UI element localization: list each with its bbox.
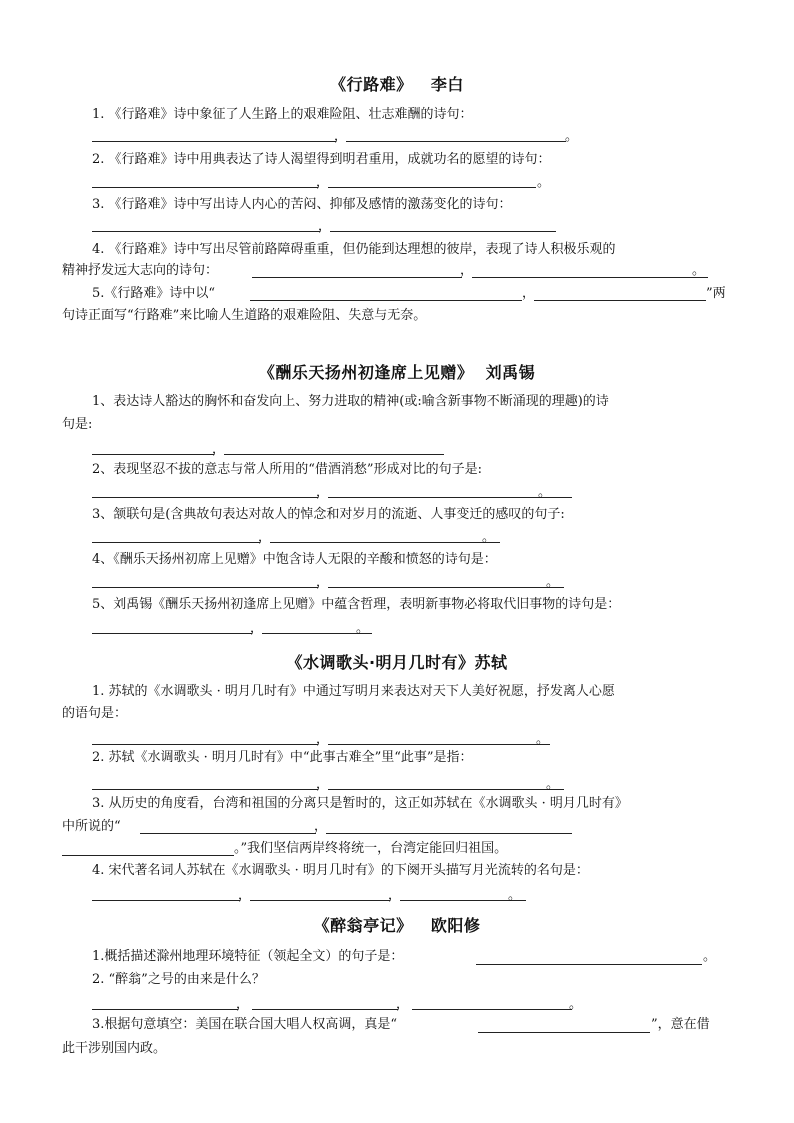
question-text: 1. 《行路难》诗中象征了人生路上的艰难险阻、壮志难酬的诗句： (92, 107, 473, 122)
question-text: 此干涉别国内政。 (62, 1041, 167, 1056)
question-text: 1、表达诗人豁达的胸怀和奋发向上、努力进取的精神(或:喻含新事物不断涌现的理趣)的诗 (92, 394, 609, 409)
punctuation: 。 (569, 997, 583, 1012)
answer-blank[interactable] (224, 454, 444, 455)
punctuation: ， (316, 575, 330, 590)
answer-blank[interactable] (328, 744, 550, 745)
answer-blank[interactable] (92, 231, 320, 232)
punctuation: ， (316, 175, 330, 190)
answer-blank[interactable] (92, 744, 318, 745)
punctuation: 。 (356, 621, 370, 636)
punctuation: 。 (703, 949, 717, 964)
question-text: ”，意在借 (651, 1017, 710, 1032)
answer-blank[interactable] (92, 1009, 238, 1010)
punctuation: ， (316, 732, 330, 747)
question-text: 4、《酬乐天扬州初席上见赠》中饱含诗人无限的辛酸和愤怒的诗句是： (92, 552, 497, 567)
punctuation: ， (258, 530, 272, 545)
punctuation: 。 (482, 530, 496, 545)
answer-blank[interactable] (92, 141, 336, 142)
punctuation: 。 (565, 129, 579, 144)
section-title-chouletian: 《酬乐天扬州初逢席上见赠》 刘禹锡 (258, 363, 536, 382)
section-title-xinglunan: 《行路难》 李白 (330, 75, 464, 94)
answer-blank[interactable] (92, 587, 318, 588)
question-text: 3.根据句意填空：美国在联合国大唱人权高调，真是“ (92, 1017, 398, 1032)
answer-blank[interactable] (328, 587, 564, 588)
answer-blank[interactable] (140, 833, 316, 834)
question-text: ”两 (706, 286, 726, 301)
question-text: 句是: (62, 417, 93, 432)
question-text: 精神抒发远大志向的诗句： (62, 263, 219, 278)
answer-blank[interactable] (326, 833, 572, 834)
answer-blank[interactable] (328, 789, 564, 790)
question-text: 2、表现坚忍不拔的意志与常人所用的“借酒消愁”形成对比的句子是: (92, 462, 482, 477)
punctuation: ， (460, 263, 474, 278)
answer-blank[interactable] (252, 1009, 398, 1010)
answer-blank[interactable] (92, 187, 318, 188)
punctuation: ， (250, 621, 264, 636)
question-text: 5.《行路难》诗中以“ (92, 286, 216, 301)
answer-blank[interactable] (472, 277, 708, 278)
answer-blank[interactable] (250, 300, 522, 301)
punctuation: ， (334, 129, 348, 144)
question-text: 4. 宋代著名词人苏轼在《水调歌头 · 明月几时有》的下阕开头描写月光流转的名句是： (92, 863, 589, 878)
question-text: 4. 《行路难》诗中写出尽管前路障碍重重，但仍能到达理想的彼岸，表现了诗人积极乐观的 (92, 242, 616, 257)
punctuation: ， (314, 819, 328, 834)
answer-blank[interactable] (346, 141, 566, 142)
answer-blank[interactable] (412, 1009, 572, 1010)
answer-blank[interactable] (92, 900, 240, 901)
punctuation: ， (212, 442, 226, 457)
punctuation: ， (236, 997, 250, 1012)
section-title-shuidiaogetou: 《水调歌头·明月几时有》苏轼 (286, 653, 508, 672)
punctuation: ， (318, 219, 332, 234)
punctuation: ， (388, 888, 402, 903)
punctuation: 。 (546, 575, 560, 590)
answer-blank[interactable] (62, 855, 234, 856)
question-text: 2. 苏轼《水调歌头 · 明月几时有》中“此事古难全”里“此事”是指： (92, 750, 473, 765)
answer-blank[interactable] (270, 542, 500, 543)
punctuation: 。 (546, 777, 560, 792)
question-text: 句诗正面写“行路难”来比喻人生道路的艰难险阻、失意与无奈。 (62, 308, 427, 323)
punctuation: ， (316, 485, 330, 500)
question-text: 2. “醉翁”之号的由来是什么？ (92, 972, 265, 987)
answer-blank[interactable] (92, 454, 214, 455)
question-text: 。”我们坚信两岸终将统一，台湾定能回归祖国。 (234, 841, 508, 856)
answer-blank[interactable] (92, 542, 260, 543)
question-text: 3、颔联句是(含典故句表达对故人的悼念和对岁月的流逝、人事变迁的感叹的句子: (92, 507, 565, 522)
question-text: 1.概括描述滁州地理环境特征（领起全文）的句子是： (92, 949, 404, 964)
punctuation: 。 (508, 888, 522, 903)
answer-blank[interactable] (92, 497, 318, 498)
punctuation: 。 (692, 263, 706, 278)
question-text: 1. 苏轼的《水调歌头 · 明月几时有》中通过写明月来表达对天下人美好祝愿，抒发离人心愿 (92, 684, 615, 699)
answer-blank[interactable] (330, 231, 556, 232)
question-text: 2. 《行路难》诗中用典表达了诗人渴望得到明君重用，成就功名的愿望的诗句： (92, 152, 551, 167)
answer-blank[interactable] (252, 277, 462, 278)
question-text: 3. 从历史的角度看，台湾和祖国的分离只是暂时的，这正如苏轼在《水调歌头 · 明月几时有》 (92, 796, 628, 811)
answer-blank[interactable] (478, 1032, 650, 1033)
question-text: 5、刘禹锡《酬乐天扬州初逢席上见赠》中蕴含哲理，表明新事物必将取代旧事物的诗句是： (92, 597, 621, 612)
punctuation: ， (238, 888, 252, 903)
section-title-zuiwengtingji: 《醉翁亭记》 欧阳修 (313, 916, 481, 935)
answer-blank[interactable] (476, 964, 702, 965)
punctuation: 。 (536, 732, 550, 747)
answer-blank[interactable] (92, 633, 252, 634)
punctuation: ， (396, 997, 410, 1012)
answer-blank[interactable] (328, 187, 536, 188)
punctuation: ， (522, 286, 536, 301)
punctuation: 。 (537, 175, 551, 190)
answer-blank[interactable] (92, 789, 318, 790)
answer-blank[interactable] (328, 497, 572, 498)
punctuation: 。 (538, 485, 552, 500)
question-text: 3. 《行路难》诗中写出诗人内心的苦闷、抑郁及感情的激荡变化的诗句： (92, 197, 512, 212)
question-text: 中所说的“ (62, 819, 121, 834)
answer-blank[interactable] (534, 300, 706, 301)
punctuation: ， (316, 777, 330, 792)
answer-blank[interactable] (250, 900, 390, 901)
question-text: 的语句是： (62, 706, 128, 721)
